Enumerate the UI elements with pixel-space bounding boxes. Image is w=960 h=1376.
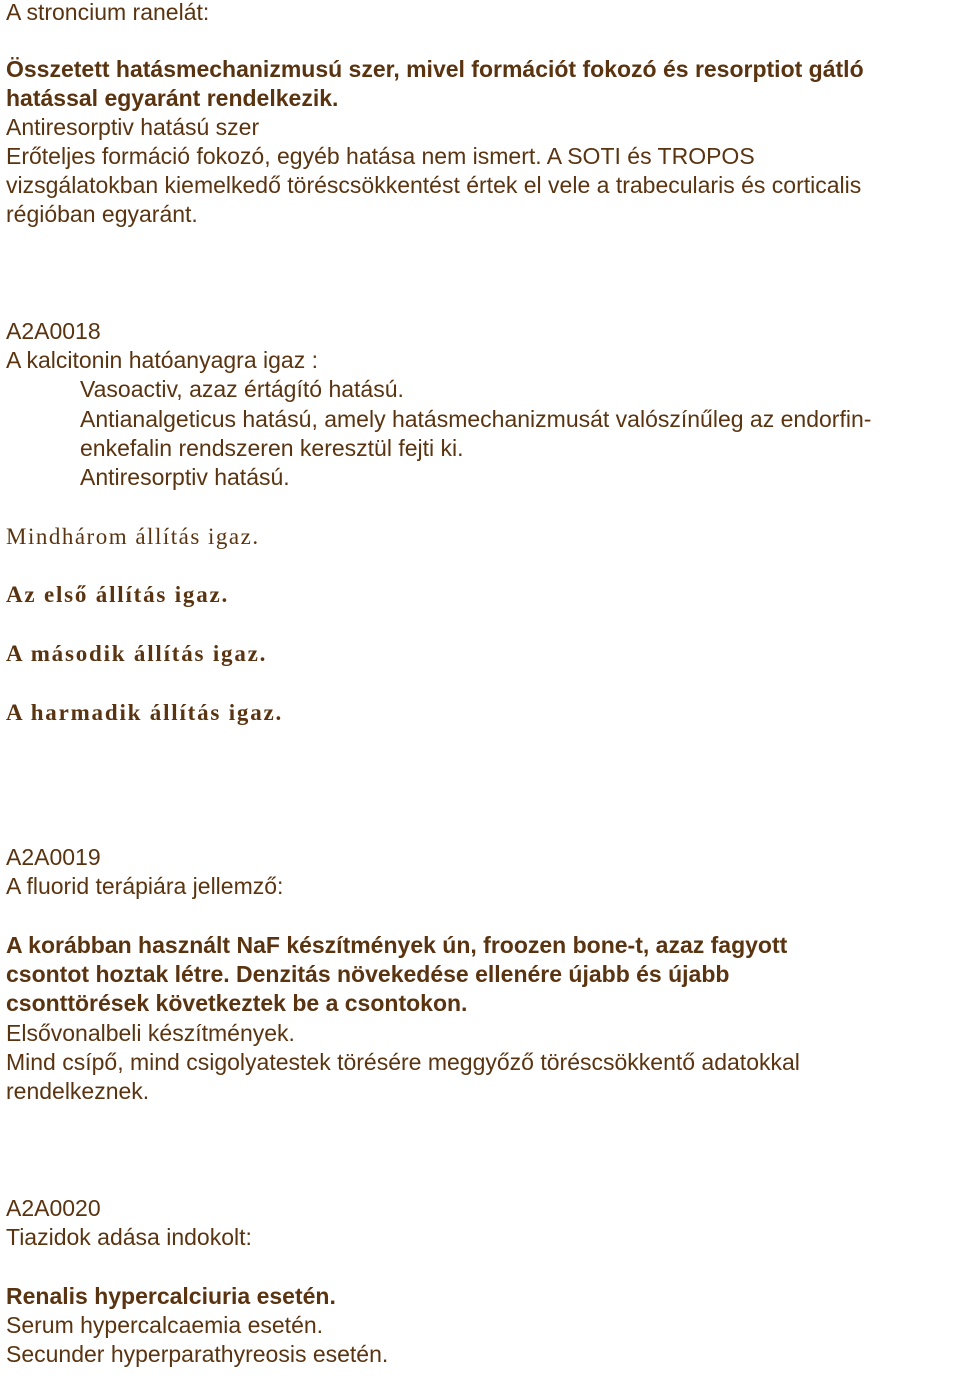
answer-c-line: vizsgálatokban kiemelkedő töréscsökkentést értek el vele a trabecularis és corticalis: [6, 172, 862, 198]
answer-a: Mindhárom állítás igaz.: [6, 524, 260, 549]
statement-2-line: enkefalin rendszeren keresztül fejti ki.: [80, 435, 464, 461]
answer-b: Serum hypercalcaemia esetén.: [6, 1312, 324, 1338]
question-heading: A stroncium ranelát:: [6, 0, 210, 25]
answer-b: Antiresorptiv hatású szer: [6, 114, 260, 140]
statement-3: Antiresorptiv hatású.: [80, 464, 290, 490]
answer-a-line: Összetett hatásmechanizmusú szer, mivel formációt fokozó és resorptiot gátló: [6, 56, 864, 82]
question-text: A kalcitonin hatóanyagra igaz :: [6, 347, 318, 373]
question-code: A2A0020: [6, 1195, 101, 1221]
answer-c-line: Mind csípő, mind csigolyatestek törésére meggyőző töréscsökkentő adatokkal: [6, 1049, 800, 1075]
question-code: A2A0019: [6, 844, 101, 870]
answer-a-line: A korábban használt NaF készítmények ún, froozen bone-t, azaz fagyott: [6, 932, 788, 958]
question-text: A fluorid terápiára jellemző:: [6, 873, 284, 899]
answer-b: Az első állítás igaz.: [6, 582, 230, 607]
answer-c-line: rendelkeznek.: [6, 1078, 150, 1104]
statement-1: Vasoactiv, azaz értágító hatású.: [80, 376, 404, 402]
answer-a-line: hatással egyaránt rendelkezik.: [6, 85, 339, 111]
question-code: A2A0018: [6, 318, 101, 344]
question-text: Tiazidok adása indokolt:: [6, 1224, 252, 1250]
answer-b: Elsővonalbeli készítmények.: [6, 1020, 295, 1046]
answer-c-line: régióban egyaránt.: [6, 201, 198, 227]
answer-d: A harmadik állítás igaz.: [6, 700, 284, 725]
answer-a-line: csontot hoztak létre. Denzitás növekedése ellenére újabb és újabb: [6, 961, 730, 987]
answer-c: Secunder hyperparathyreosis esetén.: [6, 1341, 389, 1367]
answer-a: Renalis hypercalciuria esetén.: [6, 1283, 336, 1309]
answer-a-line: csonttörések következtek be a csontokon.: [6, 990, 468, 1016]
answer-c-line: Erőteljes formáció fokozó, egyéb hatása nem ismert. A SOTI és TROPOS: [6, 143, 755, 169]
answer-c: A második állítás igaz.: [6, 641, 268, 666]
statement-2-line: Antianalgeticus hatású, amely hatásmechanizmusát valószínűleg az endorfin-: [80, 406, 872, 432]
